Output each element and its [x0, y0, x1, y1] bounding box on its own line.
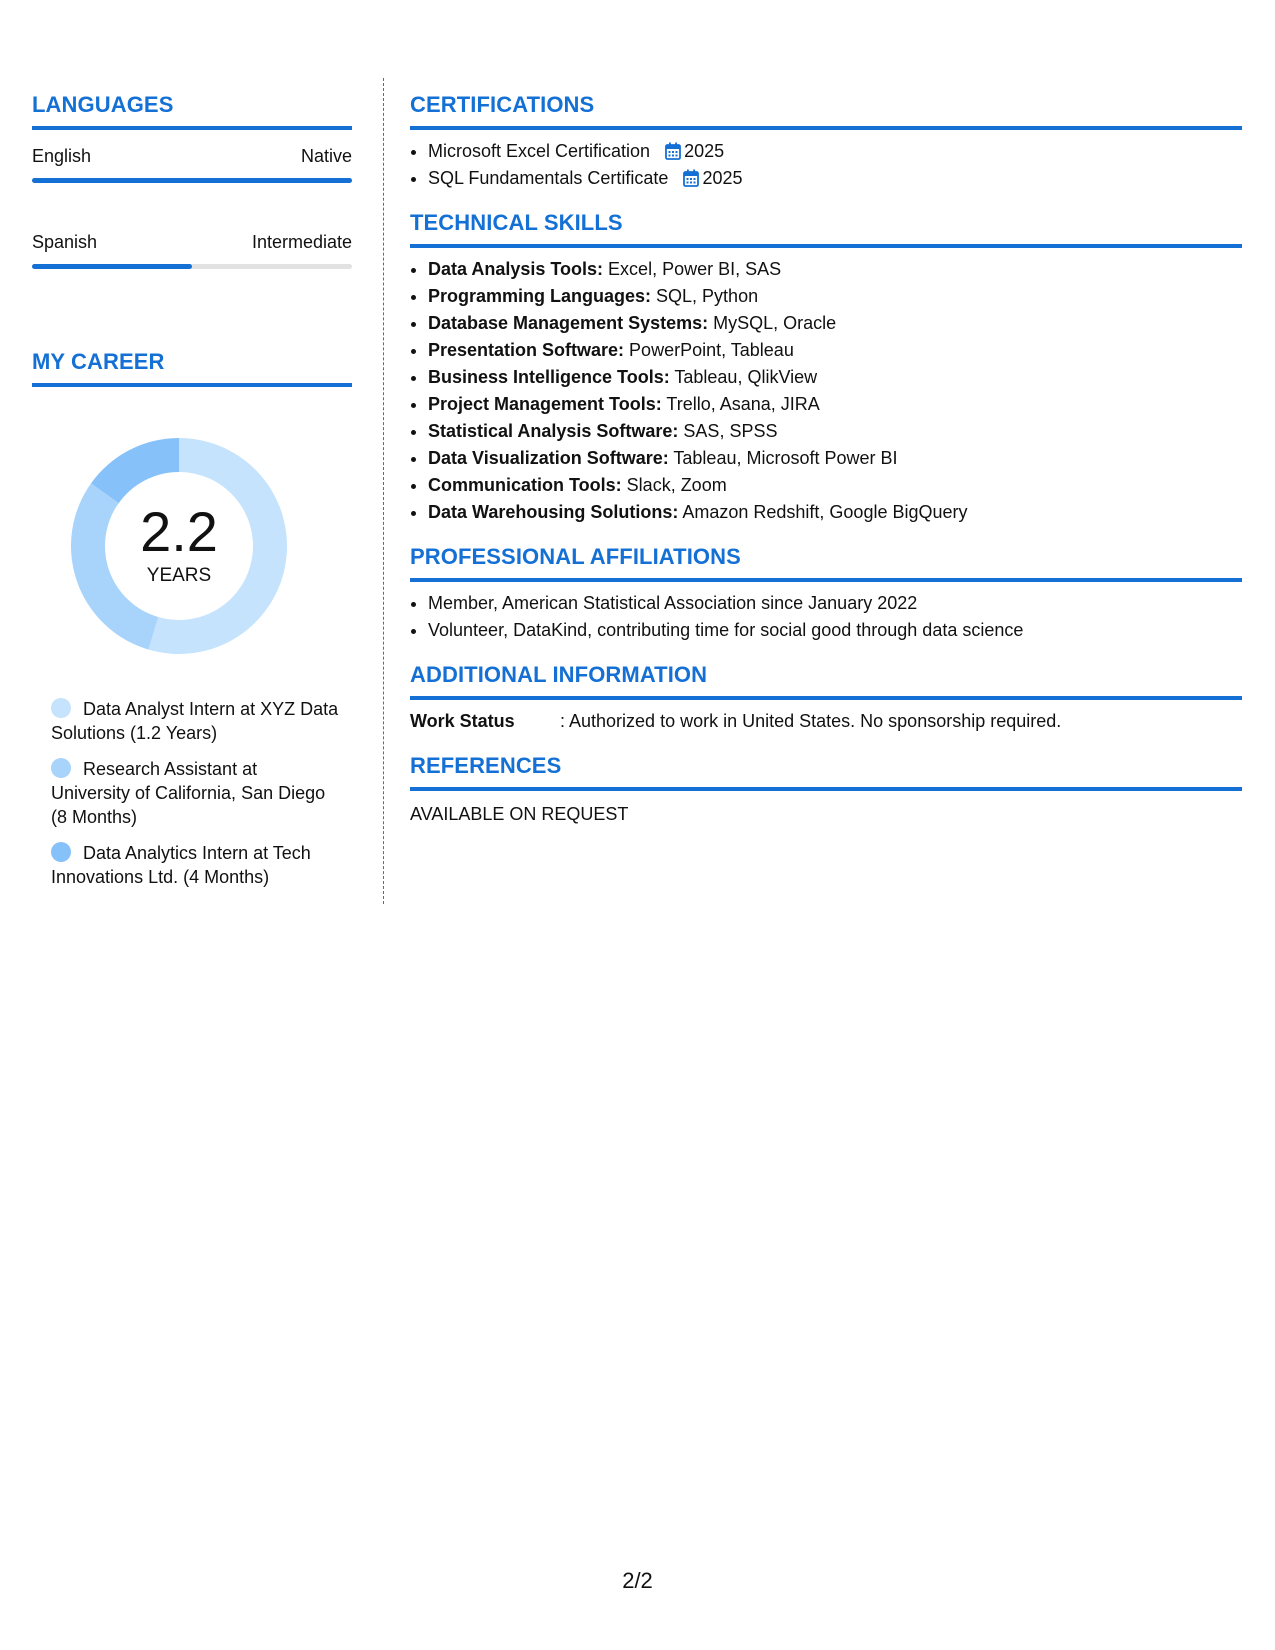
language-level: Intermediate: [251, 232, 352, 252]
calendar-icon: [665, 142, 681, 160]
language-proficiency-bar: [32, 264, 352, 269]
left-column: [32, 92, 352, 901]
skill-item: [428, 418, 1242, 445]
additional-info-heading: ADDITIONAL INFORMATION: [410, 662, 1242, 700]
legend-dot-icon: [51, 842, 71, 862]
legend-dot-icon: [51, 698, 71, 718]
certification-year: 2025: [684, 141, 725, 161]
career-legend-label: Data Analytics Intern at Tech Innovations Ltd. (4 Months): [51, 843, 311, 887]
skill-item: [428, 256, 1242, 283]
language-level: Native: [300, 146, 352, 166]
technical-skills-section: [410, 210, 1242, 526]
career-legend-label: Research Assistant at University of California, San Diego (8 Months): [51, 759, 326, 827]
skill-value: Tableau, QlikView: [669, 367, 818, 387]
references-heading: REFERENCES: [410, 753, 1242, 791]
skill-item: [428, 364, 1242, 391]
skill-value: Amazon Redshift, Google BigQuery: [678, 502, 968, 522]
affiliations-heading: PROFESSIONAL AFFILIATIONS: [410, 544, 1242, 582]
skill-label: Data Visualization Software:: [428, 448, 669, 468]
work-status-row: [410, 708, 1242, 735]
skill-item: [428, 472, 1242, 499]
certifications-heading: CERTIFICATIONS: [410, 92, 1242, 130]
career-legend: [51, 697, 341, 889]
legend-dot-icon: [51, 758, 71, 778]
skill-label: Data Warehousing Solutions:: [428, 502, 679, 522]
work-status-label: Work Status: [410, 711, 515, 731]
work-status-value: : Authorized to work in United States. No sponsorship required.: [560, 711, 1062, 731]
affiliations-section: [410, 544, 1242, 644]
language-proficiency-fill: [32, 178, 352, 183]
skill-value: MySQL, Oracle: [708, 313, 837, 333]
language-proficiency-bar: [32, 178, 352, 183]
certification-name: Microsoft Excel Certification: [428, 141, 651, 161]
right-column: [410, 92, 1242, 846]
technical-skills-heading: TECHNICAL SKILLS: [410, 210, 1242, 248]
skill-item: [428, 391, 1242, 418]
language-item-english: [32, 142, 352, 183]
skill-value: SQL, Python: [651, 286, 759, 306]
column-divider: [383, 78, 384, 904]
skill-label: Communication Tools:: [428, 475, 622, 495]
skill-value: PowerPoint, Tableau: [624, 340, 794, 360]
career-heading: MY CAREER: [32, 349, 352, 387]
language-item-spanish: [32, 228, 352, 269]
skill-value: Trello, Asana, JIRA: [661, 394, 820, 414]
references-section: [410, 753, 1242, 828]
skill-label: Statistical Analysis Software:: [428, 421, 679, 441]
languages-list: [32, 142, 352, 269]
certifications-list: [410, 138, 1242, 192]
career-donut-chart: [64, 431, 294, 661]
career-legend-item: [51, 697, 341, 745]
skill-label: Project Management Tools:: [428, 394, 662, 414]
skill-value: Tableau, Microsoft Power BI: [668, 448, 898, 468]
affiliations-list: [410, 590, 1242, 644]
language-name: Spanish: [32, 232, 98, 252]
skill-label: Data Analysis Tools:: [428, 259, 604, 279]
career-total-years: 2.2: [140, 500, 218, 563]
affiliation-item: • Member, American Statistical Association since January 2022: [428, 590, 1242, 617]
certification-item: [428, 138, 1242, 165]
language-name: English: [32, 146, 92, 166]
page-number: 2/2: [622, 1568, 653, 1593]
calendar-icon: [683, 169, 699, 187]
career-legend-label: Data Analyst Intern at XYZ Data Solutions (1.2 Years): [51, 699, 339, 743]
references-text: AVAILABLE ON REQUEST: [410, 804, 629, 824]
skill-label: Presentation Software:: [428, 340, 625, 360]
language-proficiency-fill: [32, 264, 192, 269]
skill-label: Business Intelligence Tools:: [428, 367, 670, 387]
skill-label: Database Management Systems:: [428, 313, 709, 333]
skill-item: [428, 499, 1242, 526]
certification-item: [428, 165, 1242, 192]
skill-item: [428, 310, 1242, 337]
skill-value: Slack, Zoom: [621, 475, 727, 495]
technical-skills-list: [410, 256, 1242, 526]
skill-item: [428, 445, 1242, 472]
languages-heading: LANGUAGES: [32, 92, 352, 130]
affiliation-item: • Volunteer, DataKind, contributing time for social good through data science: [428, 617, 1242, 644]
skill-item: [428, 283, 1242, 310]
career-legend-item: [51, 841, 341, 889]
certification-year: 2025: [702, 168, 743, 188]
certification-name: SQL Fundamentals Certificate: [428, 168, 669, 188]
certifications-section: [410, 92, 1242, 192]
skill-item: [428, 337, 1242, 364]
skill-label: Programming Languages:: [428, 286, 652, 306]
additional-info-section: [410, 662, 1242, 735]
career-total-unit: YEARS: [146, 565, 212, 586]
career-legend-item: [51, 757, 341, 829]
skill-value: SAS, SPSS: [678, 421, 778, 441]
skill-value: Excel, Power BI, SAS: [603, 259, 782, 279]
